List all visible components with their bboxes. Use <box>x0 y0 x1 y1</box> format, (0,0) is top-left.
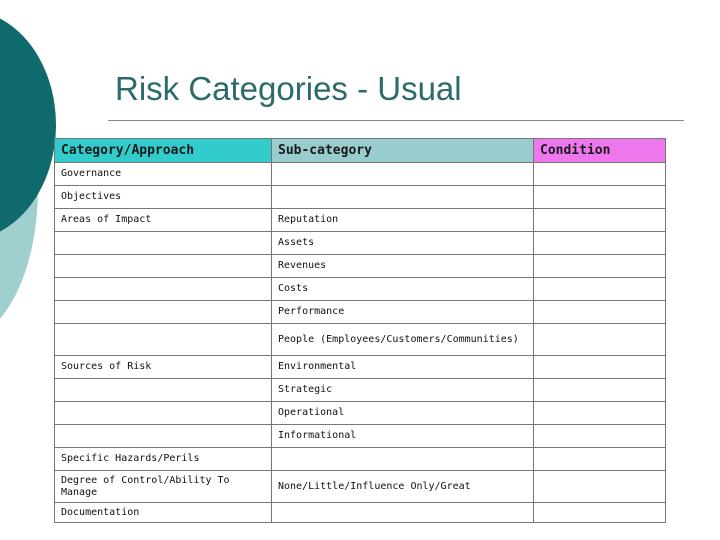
table-row <box>55 209 666 232</box>
table-row <box>55 163 666 186</box>
category-cell <box>55 379 272 402</box>
table-row <box>55 379 666 402</box>
category-cell <box>55 425 272 448</box>
category-cell <box>55 301 272 324</box>
subcategory-cell <box>272 163 534 186</box>
condition-cell <box>534 163 666 186</box>
subcategory-cell <box>272 186 534 209</box>
title-divider <box>108 120 684 121</box>
table-row <box>55 402 666 425</box>
table-row <box>55 471 666 503</box>
condition-cell <box>534 425 666 448</box>
condition-cell <box>534 379 666 402</box>
category-cell <box>55 278 272 301</box>
table-row <box>55 186 666 209</box>
category-cell: Objectives <box>55 186 272 209</box>
condition-cell <box>534 278 666 301</box>
table-header-row <box>55 139 666 163</box>
condition-cell <box>534 301 666 324</box>
table-row <box>55 324 666 356</box>
condition-cell <box>534 209 666 232</box>
category-cell <box>55 324 272 356</box>
category-cell: Sources of Risk <box>55 356 272 379</box>
category-cell: Areas of Impact <box>55 209 272 232</box>
risk-categories-table <box>54 138 666 523</box>
category-cell: Degree of Control/Ability To Manage <box>55 471 272 503</box>
table-row <box>55 503 666 523</box>
subcategory-cell: Operational <box>272 402 534 425</box>
condition-cell <box>534 402 666 425</box>
subcategory-cell: None/Little/Influence Only/Great <box>272 471 534 503</box>
subcategory-cell: Revenues <box>272 255 534 278</box>
category-cell: Specific Hazards/Perils <box>55 448 272 471</box>
category-cell <box>55 255 272 278</box>
table-row <box>55 425 666 448</box>
condition-cell <box>534 255 666 278</box>
subcategory-cell: Strategic <box>272 379 534 402</box>
condition-cell <box>534 356 666 379</box>
table-row <box>55 278 666 301</box>
table-row <box>55 356 666 379</box>
subcategory-cell: Costs <box>272 278 534 301</box>
subcategory-cell: Informational <box>272 425 534 448</box>
subcategory-cell: People (Employees/Customers/Communities) <box>272 324 534 356</box>
table-row <box>55 301 666 324</box>
table-row <box>55 232 666 255</box>
header-sub-category: Sub-category <box>272 139 534 163</box>
condition-cell <box>534 471 666 503</box>
category-cell <box>55 402 272 425</box>
category-cell: Documentation <box>55 503 272 523</box>
subcategory-cell: Reputation <box>272 209 534 232</box>
subcategory-cell: Environmental <box>272 356 534 379</box>
subcategory-cell <box>272 503 534 523</box>
slide-title: Risk Categories - Usual <box>115 70 462 107</box>
category-cell: Governance <box>55 163 272 186</box>
header-category-approach: Category/Approach <box>55 139 272 163</box>
table-row <box>55 448 666 471</box>
condition-cell <box>534 324 666 356</box>
category-cell <box>55 232 272 255</box>
condition-cell <box>534 232 666 255</box>
decorative-circle-dark <box>0 10 56 240</box>
condition-cell <box>534 503 666 523</box>
subcategory-cell: Assets <box>272 232 534 255</box>
table-row <box>55 255 666 278</box>
condition-cell <box>534 448 666 471</box>
header-condition: Condition <box>534 139 666 163</box>
condition-cell <box>534 186 666 209</box>
subcategory-cell <box>272 448 534 471</box>
subcategory-cell: Performance <box>272 301 534 324</box>
